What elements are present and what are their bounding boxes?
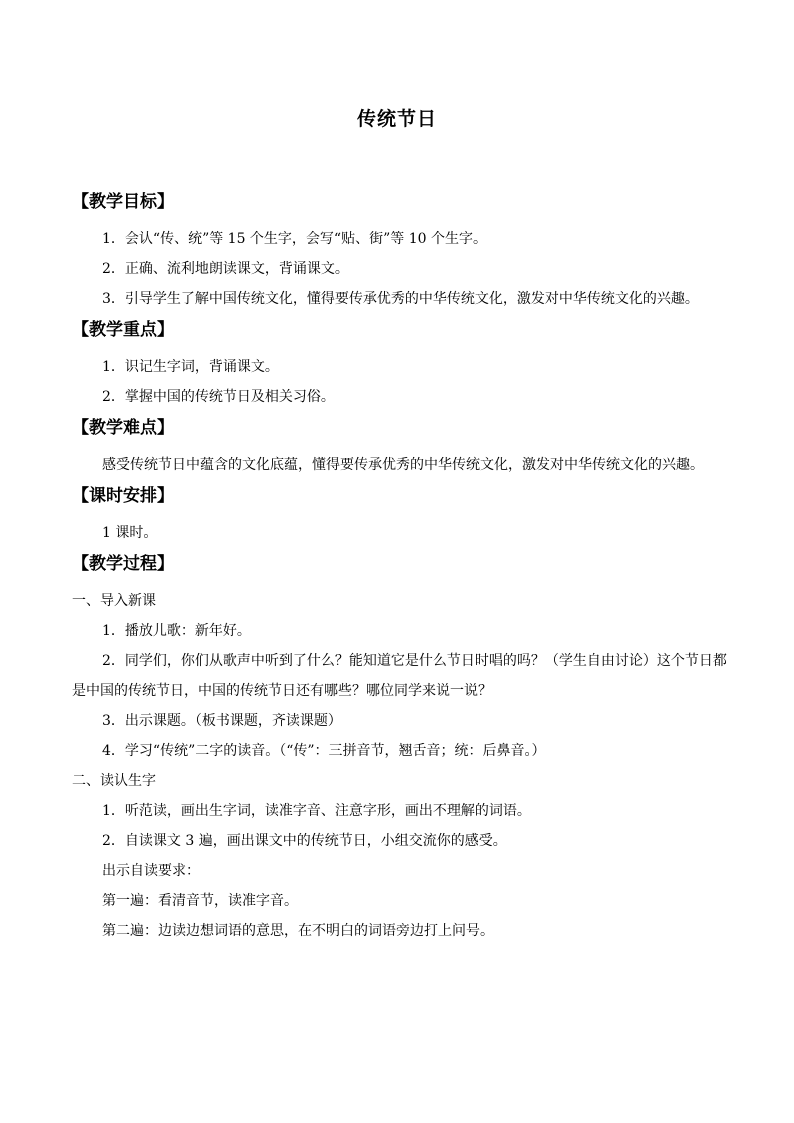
key-item: 1．识记生字词，背诵课文。 (102, 359, 279, 375)
process-part-label: 一、导入新课 (72, 593, 156, 609)
heading-key-points: 【教学重点】 (72, 320, 174, 340)
heading-goals: 【教学目标】 (72, 192, 174, 212)
difficulty-text: 感受传统节日中蕴含的文化底蕴，懂得要传承优秀的中华传统文化，激发对中华传统文化的兴趣。 (102, 457, 704, 473)
process-item: 1．听范读，画出生字词，读准字音、注意字形，画出不理解的词语。 (102, 803, 531, 819)
heading-difficulty: 【教学难点】 (72, 418, 174, 438)
process-item: 2．自读课文 3 遍，画出课文中的传统节日，小组交流你的感受。 (102, 833, 507, 849)
process-part-label: 二、读认生字 (72, 773, 156, 789)
process-item: 2．同学们，你们从歌声中听到了什么？能知道它是什么节日时唱的吗？（学生自由讨论）这个节日都是中国的传统节日，中国的传统节日还有哪些？哪位同学来说一说？ (72, 653, 727, 699)
goal-item: 2．正确、流利地朗读课文，背诵课文。 (102, 261, 349, 277)
process-item: 第一遍：看清音节，读准字音。 (102, 893, 298, 909)
schedule-text: 1 课时。 (102, 525, 158, 541)
goal-item: 1．会认“传、统”等 15 个生字，会写“贴、街”等 10 个生字。 (102, 231, 487, 247)
heading-process: 【教学过程】 (72, 554, 174, 574)
key-item: 2．掌握中国的传统节日及相关习俗。 (102, 389, 335, 405)
process-item: 第二遍：边读边想词语的意思，在不明白的词语旁边打上问号。 (102, 923, 494, 939)
document-body (72, 186, 734, 946)
process-item: 3．出示课题。（板书课题，齐读课题） (102, 713, 342, 729)
page-title: 传统节日 (356, 108, 437, 130)
process-item: 1．播放儿歌：新年好。 (102, 623, 251, 639)
heading-schedule: 【课时安排】 (72, 486, 174, 506)
goal-item: 3．引导学生了解中国传统文化，懂得要传承优秀的中华传统文化，激发对中华传统文化的兴趣。 (102, 291, 699, 307)
process-item: 出示自读要求： (102, 863, 200, 879)
process-item: 4．学习“传统”二字的读音。（“传”：三拼音节，翘舌音；统：后鼻音。） (102, 743, 546, 759)
